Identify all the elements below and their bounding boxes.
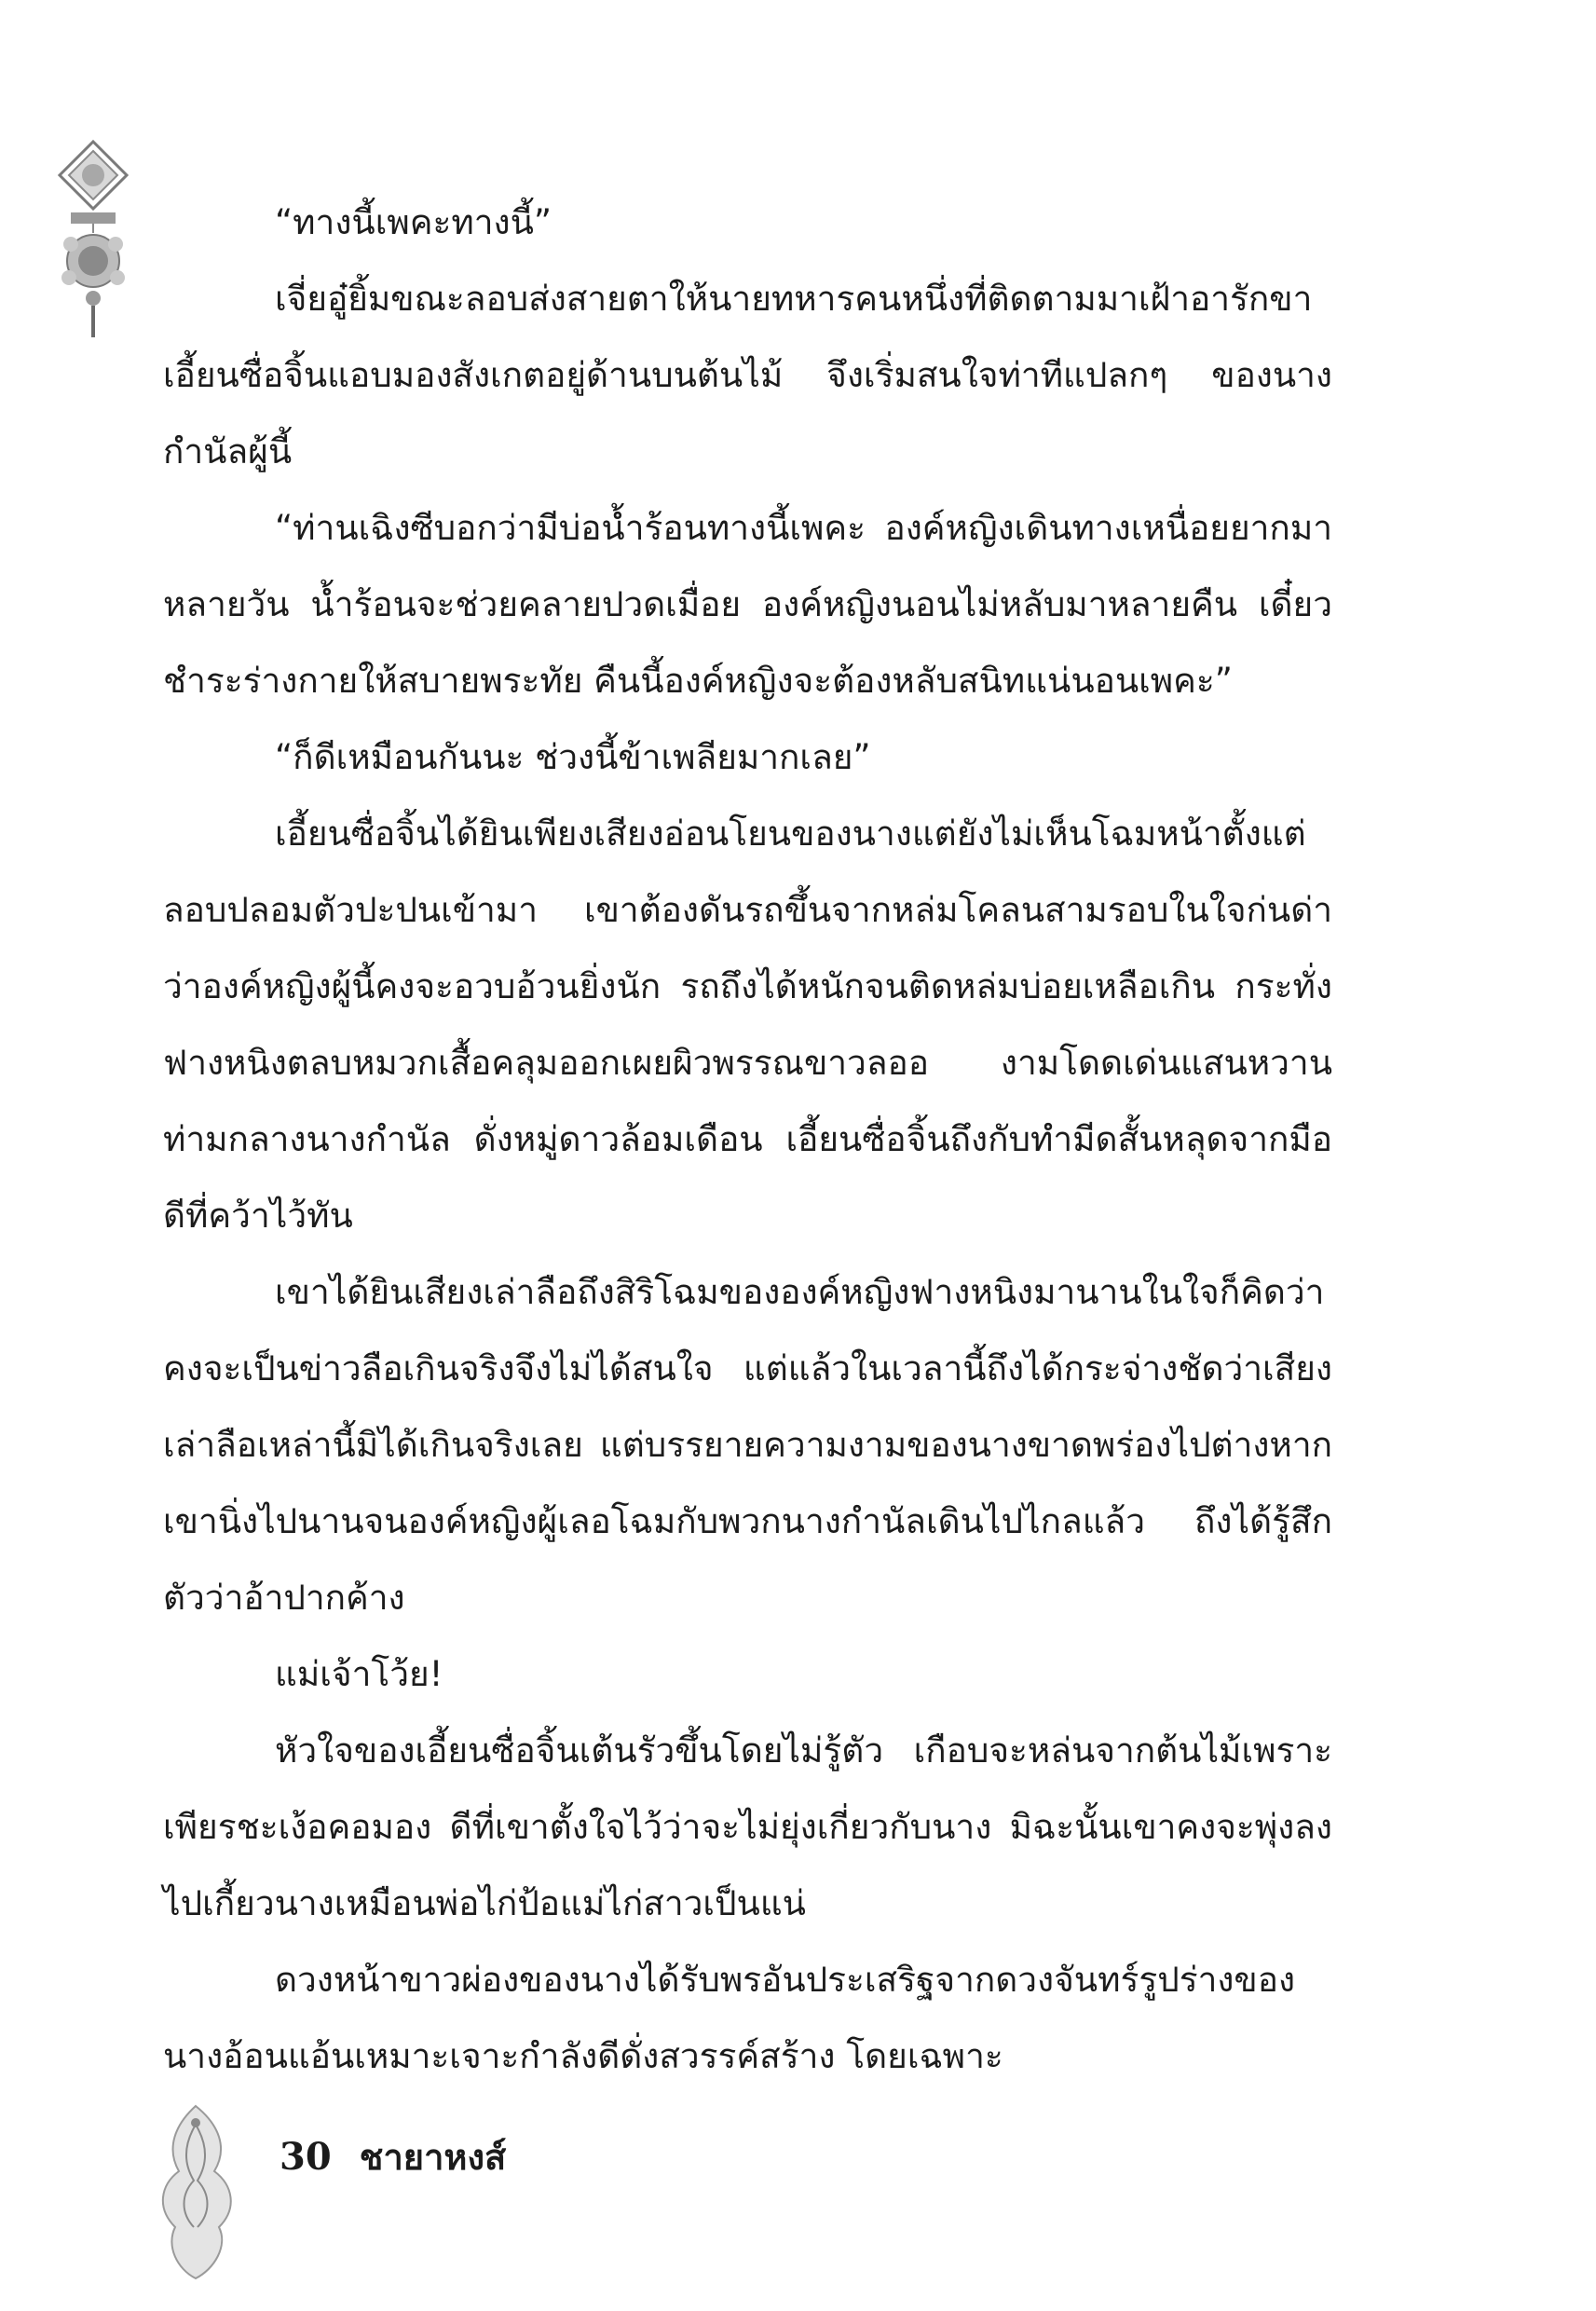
page-number: 30 [280,2134,332,2179]
paragraph: “ก็ดีเหมือนกันนะ ช่วงนี้ข้าเพลียมากเลย” [275,737,871,777]
paragraph: เขาได้ยินเสียงเล่าลือถึงสิริโฉมขององค์หญิงฟางหนิงมานานในใจก็คิดว่าคงจะเป็นข่าวลือเกินจริงจึงไม่ได้สนใจ แต่แล้วในเวลานี้ถึงได้กระจ่างชัดว่าเสียงเล่าลือเหล่านี้มิได้เกินจริงเลย แต่บรรยายความงามของนางขาดพร่องไปต่างหาก เขานิ่งไปนานจนองค์หญิงผู้เลอโฉมกับพวกนางกำนัลเดินไปไกลแล้ว ถึงได้รู้สึกตัวว่าอ้าปากค้าง [163,1272,1332,1618]
paragraph: เจี่ยอู๋ยิ้มขณะลอบส่งสายตาให้นายทหารคนหนึ่งที่ติดตามมาเฝ้าอารักขา เอี้ยนซื่อจิ้นแอบมองสังเกตอยู่ด้านบนต้นไม้ จึงเริ่มสนใจท่าทีแปลกๆ ของนางกำนัลผู้นี้ [163,279,1332,472]
paragraph: แม่เจ้าโว้ย! [275,1654,443,1694]
paragraph: “ท่านเฉิงซีบอกว่ามีบ่อน้ำร้อนทางนี้เพคะ องค์หญิงเดินทางเหนื่อยยากมาหลายวัน น้ำร้อนจะช่วยคลายปวดเมื่อย องค์หญิงนอนไม่หลับมาหลายคืน เดี๋ยวชำระร่างกายให้สบายพระทัย คืนนี้องค์หญิงจะต้องหลับสนิทแน่นอนเพคะ” [163,508,1332,701]
paragraph: ดวงหน้าขาวผ่องของนางได้รับพรอันประเสริฐจากดวงจันทร์รูปร่างของนางอ้อนแอ้นเหมาะเจาะกำลังดีดั่งสวรรค์สร้าง โดยเฉพาะ [163,1960,1296,2076]
page-footer [280,2128,506,2184]
paragraph: หัวใจของเอี้ยนซื่อจิ้นเต้นรัวขึ้นโดยไม่รู้ตัว เกือบจะหล่นจากต้นไม้เพราะเพียรชะเง้อคอมอง ดีที่เขาตั้งใจไว้ว่าจะไม่ยุ่งเกี่ยวกับนาง มิฉะนั้นเขาคงจะพุ่งลงไปเกี้ยวนางเหมือนพ่อไก่ป้อแม่ไก่สาวเป็นแน่ [163,1730,1332,1923]
publisher-emblem-icon [56,140,130,345]
body-text [163,185,1332,2095]
paragraph: เอี้ยนซื่อจิ้นได้ยินเพียงเสียงอ่อนโยนของนางแต่ยังไม่เห็นโฉมหน้าตั้งแต่ลอบปลอมตัวปะปนเข้ามา เขาต้องดันรถขึ้นจากหล่มโคลนสามรอบในใจก่นด่าว่าองค์หญิงผู้นี้คงจะอวบอ้วนยิ่งนัก รถถึงได้หนักจนติดหล่มบ่อยเหลือเกิน กระทั่งฟางหนิงตลบหมวกเสื้อคลุมออกเผยผิวพรรณขาวลออ งามโดดเด่นแสนหวานท่ามกลางนางกำนัล ดั่งหมู่ดาวล้อมเดือน เอี้ยนซื่อจิ้นถึงกับทำมีดสั้นหลุดจากมือ ดีที่คว้าไว้ทัน [163,814,1332,1236]
book-title: ชายาหงส์ [359,2136,507,2178]
paragraph: “ทางนี้เพคะทางนี้” [275,202,552,242]
phoenix-ornament-icon [140,2097,252,2283]
